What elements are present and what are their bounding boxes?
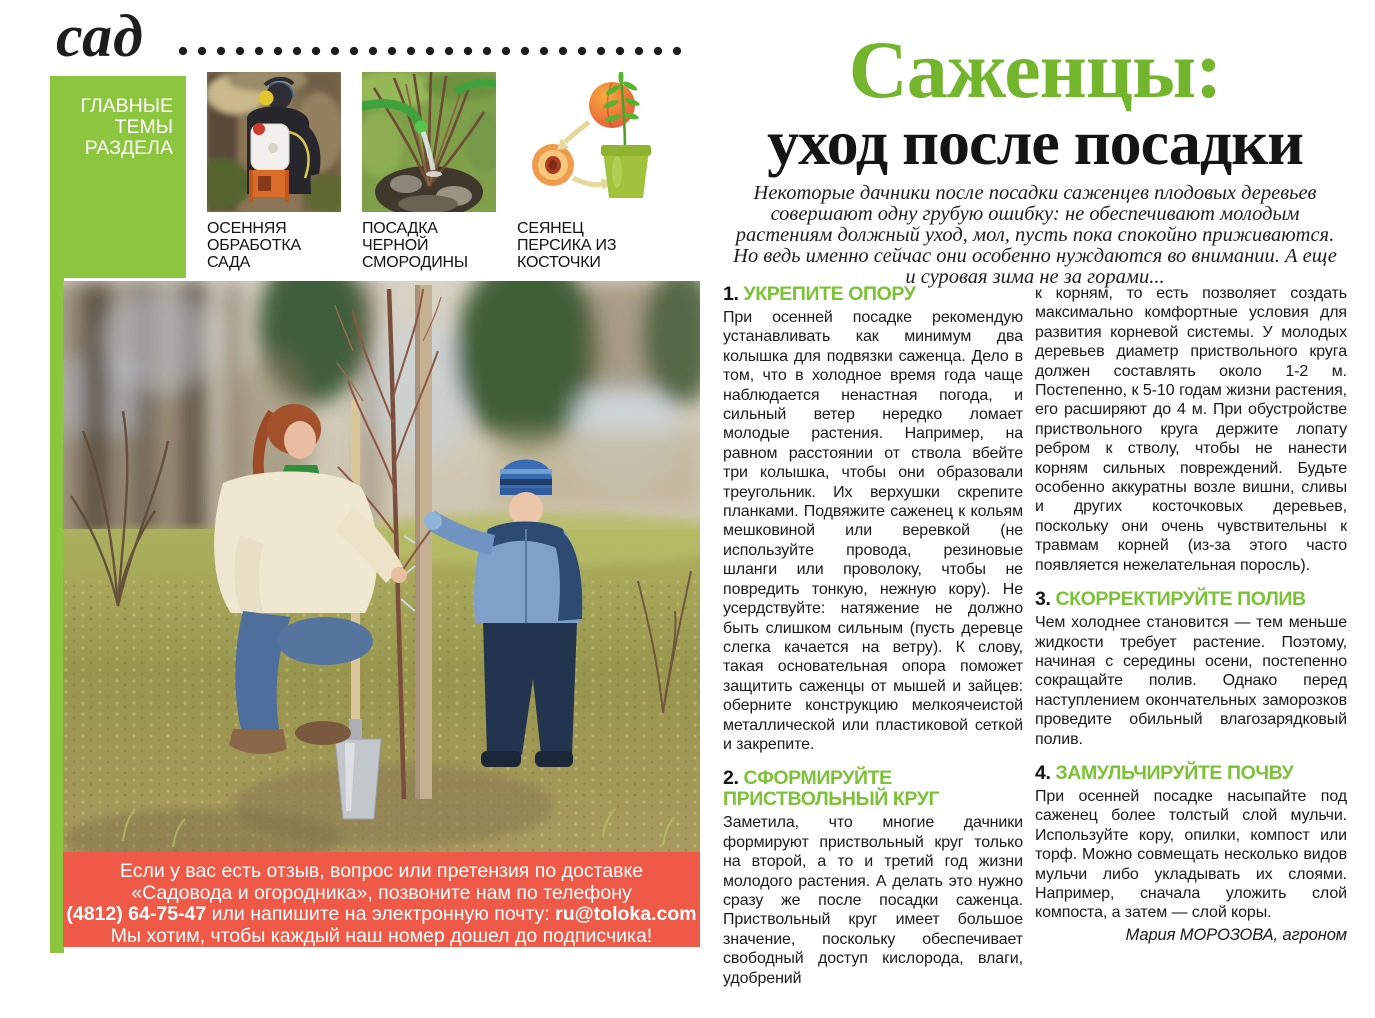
section-3-paragraph: Чем холоднее становится — тем меньше жидкости требует растение. Поэтому, начиная с середины осени, постепенно сокращайте полив. Однако перед наступлением окончательных заморозков проведите обильный влагозарядковый полив.: [1035, 614, 1347, 748]
topic-caption: ОСЕННЯЯ ОБРАБОТКА САДА: [207, 220, 301, 271]
section-title: ЗАМУЛЬЧИРУЙТЕ ПОЧВУ: [1055, 761, 1294, 784]
notice-line-2: «Садовода и огородника», позвоните нам по телефону: [131, 881, 632, 904]
section-number: 1.: [723, 283, 739, 305]
section-title: СФОРМИРУЙТЕ ПРИСТВОЛЬНЫЙ КРУГ: [723, 767, 940, 811]
notice-phone: (4812) 64-75-47: [66, 903, 207, 925]
autumn-garden-spraying-photo: [207, 72, 341, 212]
notice-line-4: Мы хотим, чтобы каждый наш номер дошел до подписчика!: [110, 924, 653, 947]
article-column-left: [723, 284, 1023, 988]
author-byline: Мария МОРОЗОВА, агроном: [1125, 925, 1347, 944]
section-heading-2: [723, 768, 1023, 810]
section-1-paragraph: При осенней посадке рекомендую устанавливать как минимум два колышка для подвязки саженца. Дело в том, что в холодное время года чаще наблюдается ненастная погода, и сильный ветер нередко ломает молодые растения. Например, на равном расстоянии от ствола вбейте три колышка, чтобы они образовали треугольник. Их верхушки скрепите планками. Подвяжите саженец к кольям мешковиной или веревкой (не используйте провода, резиновые шланги или проволоку, чтобы не повредить тонкую, нежную кору). Не усердствуйте: натяжение не должно быть слишком сильным (пусть деревце слегка качается на ветру). К слову, такая основательная опора поможет защитить саженцы от мышей и зайцев: оберните конструкцию мелкоячеистой металлической или пластиковой сеткой и закрепите.: [723, 309, 1023, 753]
topic-autumn-spraying: [207, 72, 341, 271]
section-2-paragraph-continued: к корням, то есть позволяет создать максимально комфортные условия для развития корневой системы. У молодых деревьев диаметр приствольного круга должен составлять около 1-2 м. Постепенно, к 5-10 годам жизни растения, его расширяют до 4 м. При обустройстве приствольного круга держите лопату ребром к стволу, чтобы не нанести корням сильных повреждений. Будьте особенно аккуратны возле вишни, сливы и других косточковых деревьев, поскольку они очень чувствительны к травмам корней (из-за этого часто появляется нежелательная поросль).: [1035, 285, 1347, 574]
sidebar-topics-box: [50, 76, 186, 278]
black-currant-planting-photo: [362, 72, 496, 212]
notice-line-1: Если у вас есть отзыв, вопрос или претензия по доставке: [119, 860, 644, 882]
topic-peach-seedling: [517, 72, 651, 271]
notice-line-3-text: или напишите на электронную почту:: [206, 903, 556, 925]
topic-caption: СЕЯНЕЦ ПЕРСИКА ИЗ КОСТОЧКИ: [517, 220, 617, 271]
dotted-rule: [178, 46, 683, 56]
section-number: 4.: [1035, 761, 1051, 784]
topic-black-currant: [362, 72, 496, 271]
section-2-paragraph: Заметила, что многие дачники формируют приствольный круг только на второй, а то и третий год жизни молодого растения. А делать это нужно сразу же после посадки саженца. Приствольный круг имеет большое значение, поскольку обеспечивает свободный доступ кислорода, влаги, удобрений: [723, 814, 1023, 987]
section-heading-3: [1035, 589, 1347, 610]
article-lead: Некоторые дачники после посадки саженцев плодовых деревьев совершают одну грубую ошибку: не обеспечивают молодым растениям должный уход, мол, пусть пока спокойно приживаются. Но ведь именно сейчас они особенно нуждаются во внимании. А еще и суровая зима не за горами...: [733, 182, 1337, 288]
section-title: СКОРРЕКТИРУЙТЕ ПОЛИВ: [1055, 588, 1306, 611]
article-title-accent: Саженцы:: [848, 24, 1222, 115]
notice-line-3: [63, 904, 700, 926]
article-title-block: [705, 24, 1365, 288]
woman-and-boy-with-planted-sapling-photo: [63, 281, 700, 852]
sidebar-title: ГЛАВНЫЕ ТЕМЫ РАЗДЕЛА: [80, 95, 173, 159]
section-heading-4: [1035, 763, 1347, 784]
peach-seedling-from-pit-illustration: [517, 72, 651, 212]
section-number: 3.: [1035, 588, 1051, 611]
section-heading-1: [723, 284, 1023, 305]
section-4-paragraph: При осенней посадке насыпайте под саженец более толстый слой мульчи. Используйте кору, опилки, компост или торф. Можно совмещать несколько видов мульчи либо укладывать их слоями. Например, сначала уложить слой компоста, а затем — слой коры.: [1035, 787, 1347, 922]
article-title-main: уход после посадки: [767, 107, 1303, 178]
notice-email: ru@toloka.com: [555, 903, 697, 925]
section-number: 2.: [723, 767, 739, 790]
section-title: УКРЕПИТЕ ОПОРУ: [743, 283, 916, 305]
topic-caption: ПОСАДКА ЧЕРНОЙ СМОРОДИНЫ: [362, 220, 468, 271]
article-column-right: [1035, 284, 1347, 945]
section-kicker: сад: [56, 3, 144, 69]
subscription-notice-box: [63, 852, 700, 947]
